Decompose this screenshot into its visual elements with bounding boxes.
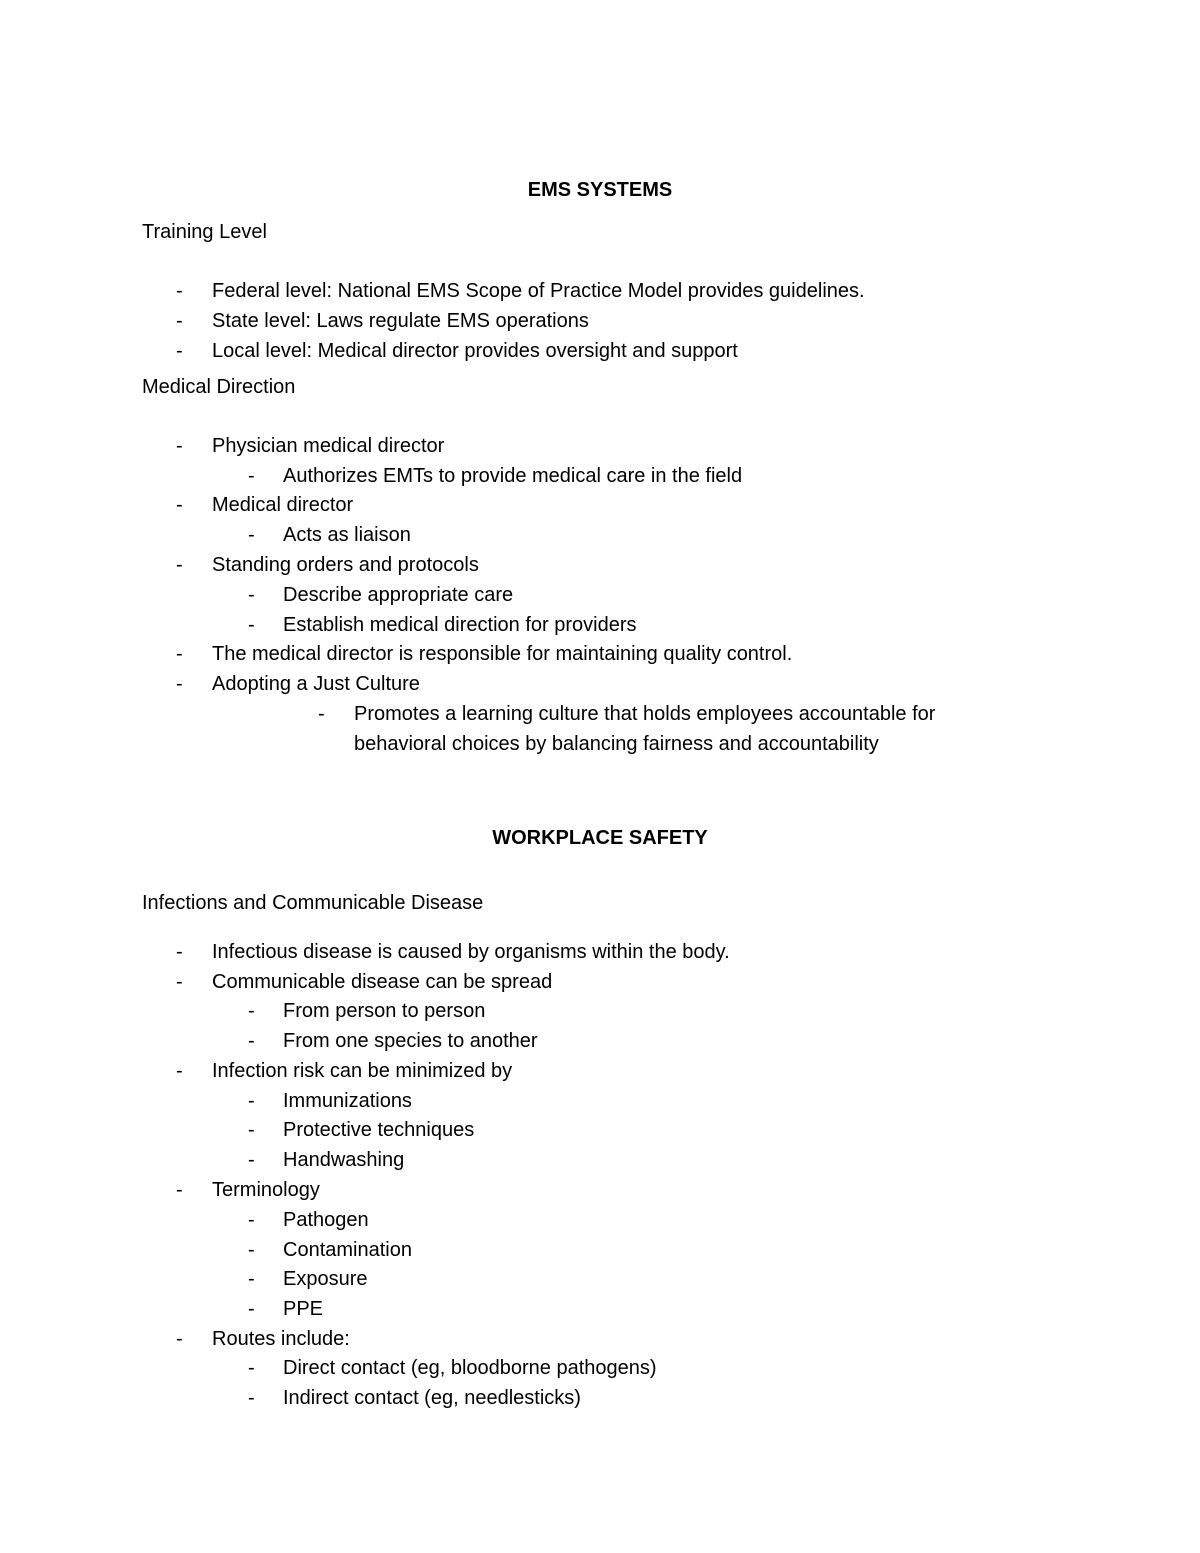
bullet-dash: -: [248, 614, 255, 636]
bullet-dash: -: [176, 310, 183, 332]
bullet-dash: -: [176, 435, 183, 457]
list-item: Acts as liaison: [283, 524, 411, 546]
list-item: Handwashing: [283, 1149, 405, 1171]
bullet-dash: -: [248, 1149, 255, 1171]
bullet-dash: -: [176, 971, 183, 993]
list-item: Federal level: National EMS Scope of Practice Model provides guidelines.: [212, 280, 865, 302]
list-item: Adopting a Just Culture: [212, 673, 420, 695]
bullet-dash: -: [248, 1030, 255, 1052]
bullet-dash: -: [248, 465, 255, 487]
bullet-dash: -: [248, 1239, 255, 1261]
bullet-dash: -: [176, 554, 183, 576]
list-item: Exposure: [283, 1268, 368, 1290]
list-item: Routes include:: [212, 1328, 350, 1350]
bullet-dash: -: [248, 1119, 255, 1141]
list-item: The medical director is responsible for maintaining quality control.: [212, 643, 793, 665]
subheading-medical-direction: Medical Direction: [142, 376, 296, 398]
list-item: Infectious disease is caused by organisms within the body.: [212, 941, 730, 963]
bullet-dash: -: [176, 1179, 183, 1201]
subheading-infections: Infections and Communicable Disease: [142, 892, 484, 914]
list-item: Terminology: [212, 1179, 320, 1201]
list-item: Establish medical direction for providers: [283, 614, 637, 636]
bullet-dash: -: [248, 1000, 255, 1022]
list-item: Medical director: [212, 494, 354, 516]
list-item: Physician medical director: [212, 435, 445, 457]
list-item: Describe appropriate care: [283, 584, 514, 606]
bullet-dash: -: [248, 1268, 255, 1290]
list-item: Immunizations: [283, 1090, 412, 1112]
list-item: Promotes a learning culture that holds employees accountable for: [354, 703, 936, 725]
bullet-dash: -: [248, 1357, 255, 1379]
bullet-dash: -: [248, 1387, 255, 1409]
bullet-dash: -: [248, 524, 255, 546]
bullet-dash: -: [176, 673, 183, 695]
list-item: Authorizes EMTs to provide medical care in the field: [283, 465, 743, 487]
section-heading-workplace-safety: WORKPLACE SAFETY: [492, 827, 708, 849]
bullet-dash: -: [248, 1209, 255, 1231]
list-item: Standing orders and protocols: [212, 554, 479, 576]
list-item: Direct contact (eg, bloodborne pathogens): [283, 1357, 657, 1379]
list-item: Protective techniques: [283, 1119, 475, 1141]
list-item: From one species to another: [283, 1030, 538, 1052]
bullet-dash: -: [248, 584, 255, 606]
bullet-dash: -: [176, 1060, 183, 1082]
list-item: Communicable disease can be spread: [212, 971, 553, 993]
section-heading-ems-systems: EMS SYSTEMS: [527, 179, 673, 201]
bullet-dash: -: [176, 941, 183, 963]
list-item-continuation: behavioral choices by balancing fairness and accountability: [354, 733, 879, 755]
bullet-dash: -: [248, 1298, 255, 1320]
list-item: Local level: Medical director provides oversight and support: [212, 340, 738, 362]
bullet-dash: -: [248, 1090, 255, 1112]
list-item: State level: Laws regulate EMS operations: [212, 310, 589, 332]
list-item: Pathogen: [283, 1209, 369, 1231]
list-item: PPE: [283, 1298, 324, 1320]
list-item: From person to person: [283, 1000, 486, 1022]
bullet-dash: -: [176, 643, 183, 665]
bullet-dash: -: [176, 340, 183, 362]
bullet-dash: -: [176, 1328, 183, 1350]
bullet-dash: -: [176, 280, 183, 302]
subheading-training-level: Training Level: [142, 221, 267, 243]
bullet-dash: -: [318, 703, 325, 725]
list-item: Infection risk can be minimized by: [212, 1060, 513, 1082]
bullet-dash: -: [176, 494, 183, 516]
list-item: Contamination: [283, 1239, 412, 1261]
list-item: Indirect contact (eg, needlesticks): [283, 1387, 581, 1409]
